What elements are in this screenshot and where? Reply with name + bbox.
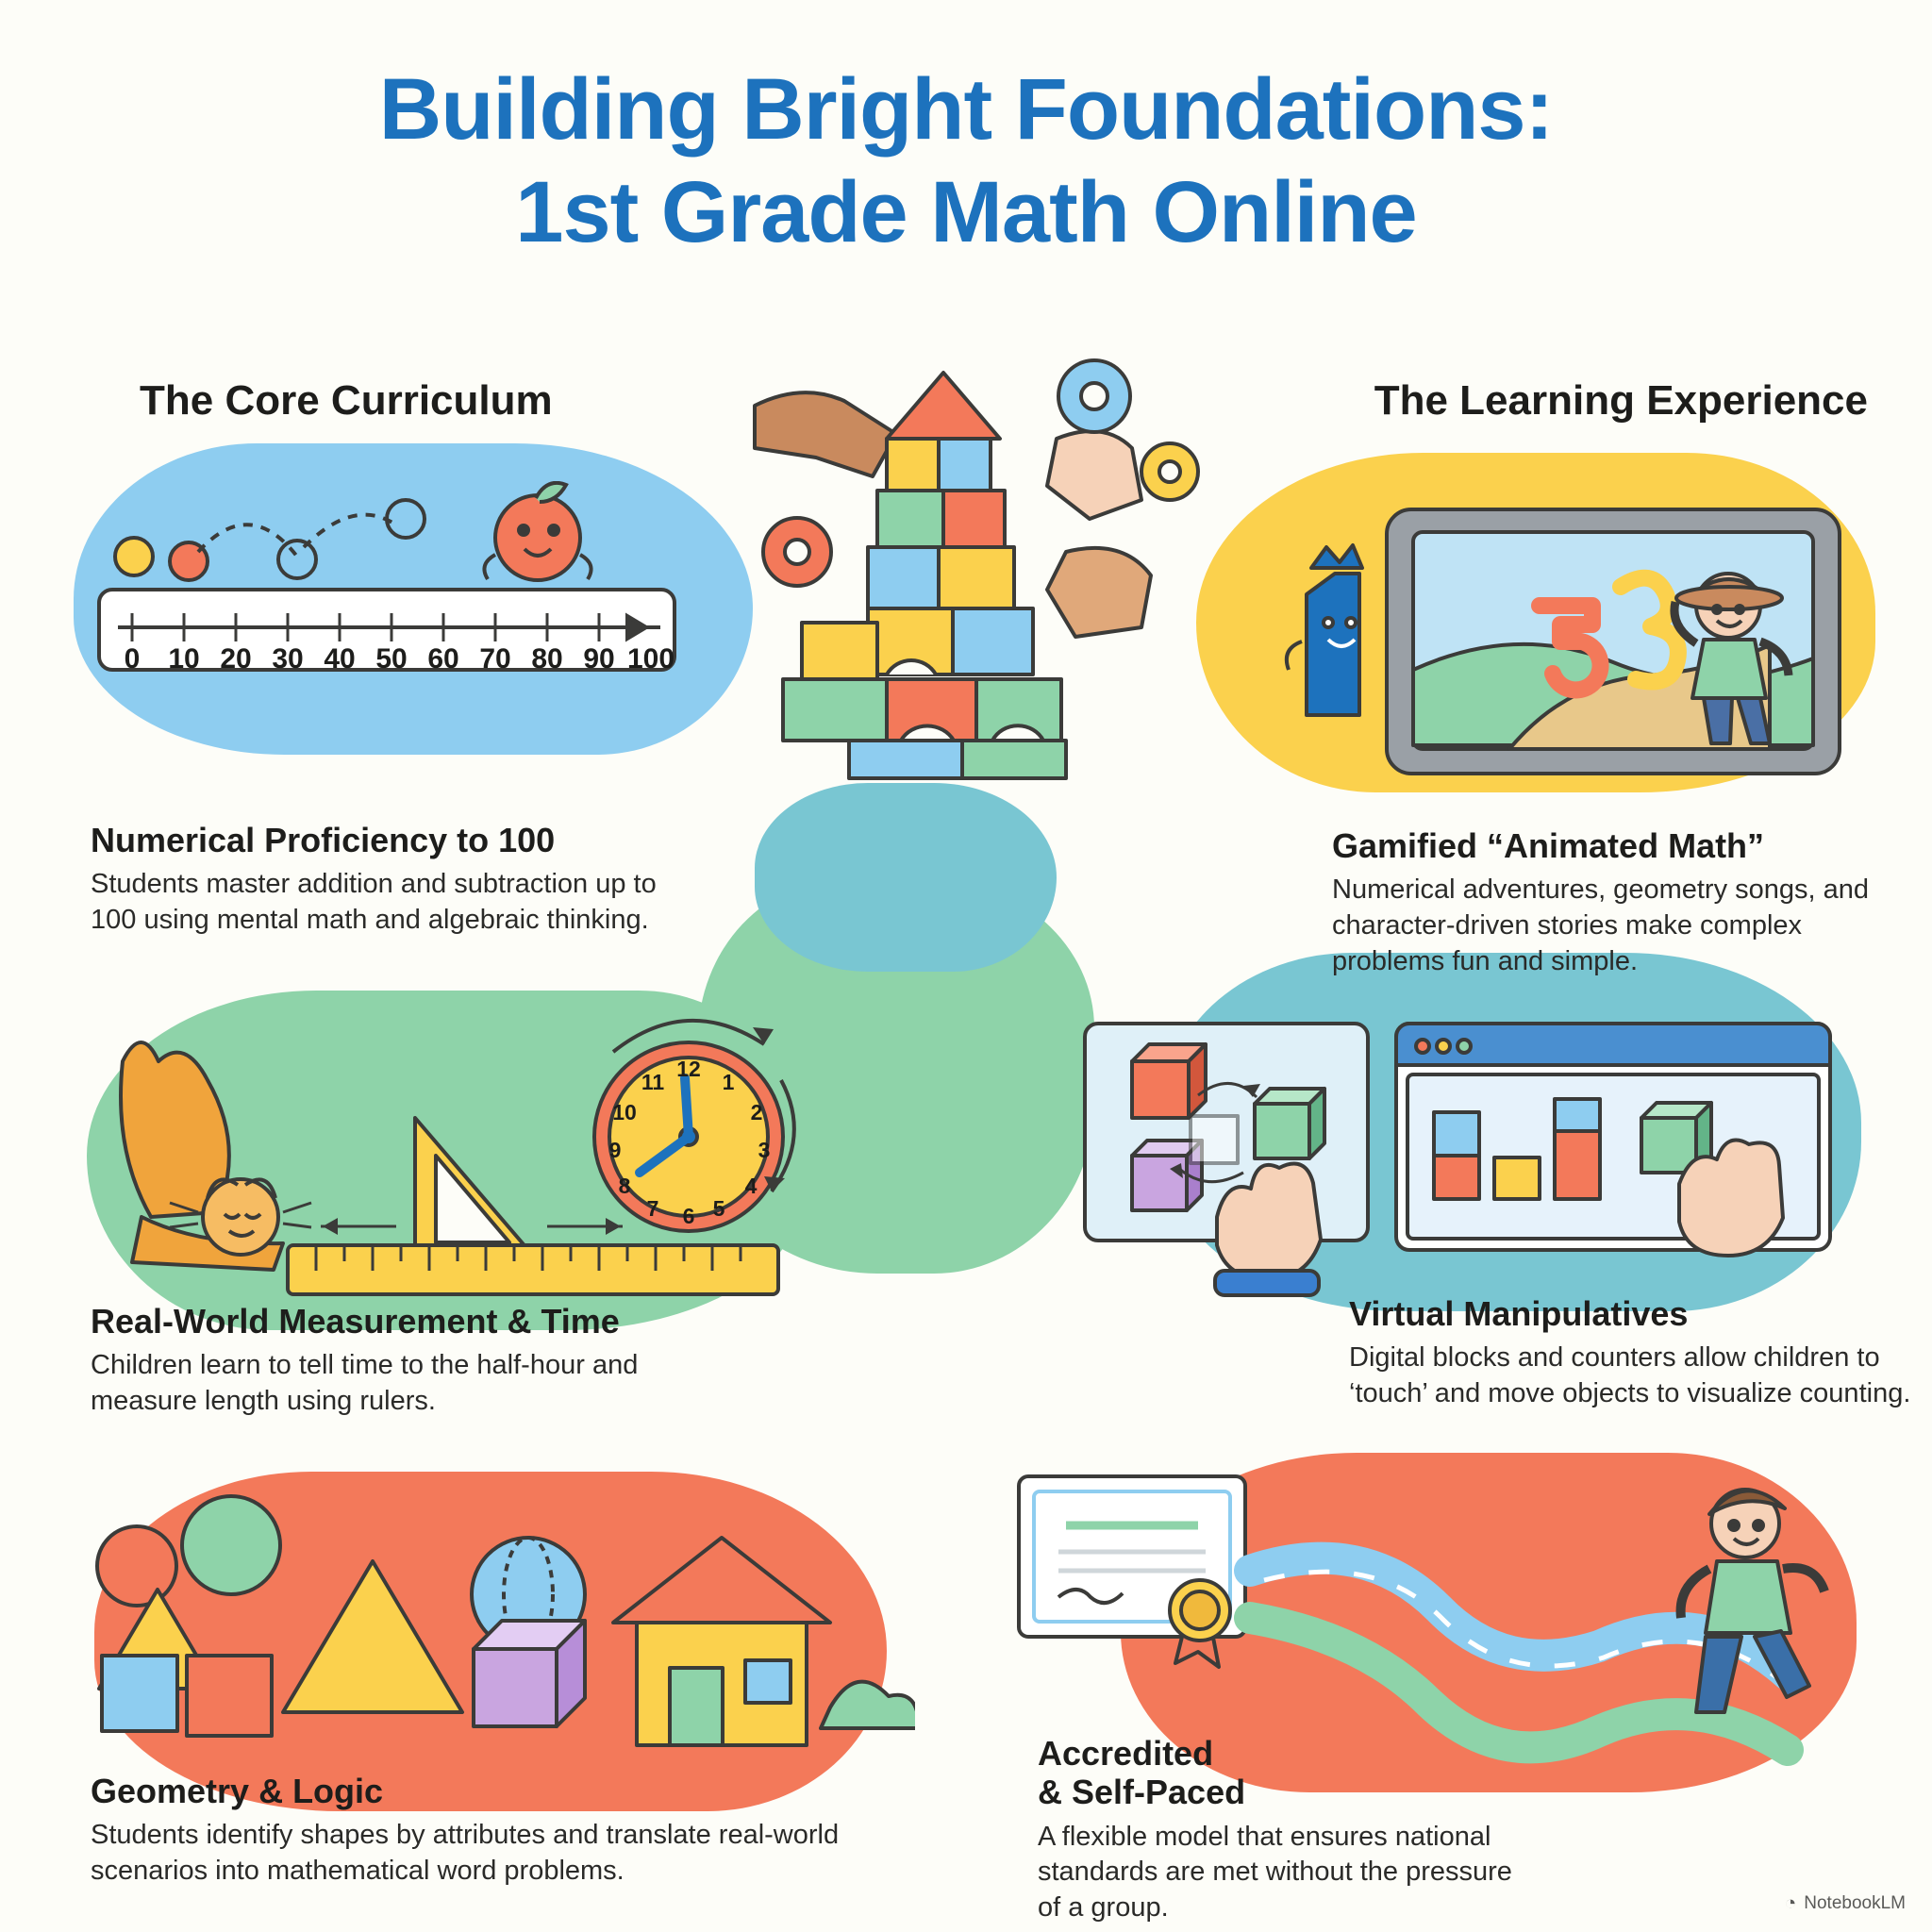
shapes-house-icon — [85, 1472, 915, 1778]
item-title: Real-World Measurement & Time — [91, 1302, 620, 1341]
svg-text:50: 50 — [375, 643, 408, 675]
svg-text:5: 5 — [712, 1196, 725, 1221]
svg-text:9: 9 — [608, 1138, 622, 1162]
item-numerical-proficiency — [91, 821, 694, 939]
svg-text:20: 20 — [220, 643, 252, 675]
column-heading-core-curriculum: The Core Curriculum — [140, 377, 553, 424]
item-title: Numerical Proficiency to 100 — [91, 821, 556, 859]
svg-text:80: 80 — [531, 643, 563, 675]
item-body: Students identify shapes by attributes and translate real-world scenarios into mathematical word problems. — [91, 1820, 840, 1887]
column-heading-learning-experience: The Learning Experience — [1374, 377, 1868, 424]
svg-text:0: 0 — [124, 643, 141, 675]
item-gamified-animated-math — [1332, 826, 1917, 979]
item-body: Numerical adventures, geometry songs, and character-driven stories make complex problems fun and simple. — [1332, 874, 1870, 976]
item-title: Virtual Manipulatives — [1349, 1294, 1689, 1333]
page-title — [0, 58, 1932, 263]
brand-footer — [1785, 1892, 1906, 1915]
item-title-line-1: Accredited — [1038, 1734, 1214, 1773]
number-line-icon — [94, 481, 717, 722]
svg-text:60: 60 — [427, 643, 459, 675]
item-geometry-logic — [91, 1772, 883, 1890]
svg-text:90: 90 — [583, 643, 615, 675]
svg-text:10: 10 — [168, 643, 200, 675]
svg-text:7: 7 — [646, 1196, 659, 1221]
svg-text:70: 70 — [479, 643, 511, 675]
brand-label: NotebookLM — [1804, 1893, 1906, 1913]
svg-text:3: 3 — [758, 1138, 771, 1162]
item-real-world-measurement — [91, 1302, 694, 1420]
building-blocks-gears-icon — [745, 349, 1236, 825]
tablet-game-icon — [1274, 500, 1858, 788]
item-title-line-2: & Self-Paced — [1038, 1773, 1246, 1812]
item-title: Gamified “Animated Math” — [1332, 826, 1765, 865]
svg-text:100: 100 — [626, 643, 675, 675]
title-line-2: 1st Grade Math Online — [515, 163, 1417, 260]
item-accredited-self-paced — [1038, 1734, 1528, 1926]
svg-text:40: 40 — [324, 643, 356, 675]
item-body: Students master addition and subtraction up to 100 using mental math and algebraic thinking. — [91, 869, 657, 936]
item-body: Children learn to tell time to the half-hour and measure length using rulers. — [91, 1350, 639, 1417]
svg-text:30: 30 — [272, 643, 304, 675]
svg-text:11: 11 — [641, 1070, 665, 1094]
ruler-clock-cat-icon — [104, 1014, 868, 1321]
svg-text:2: 2 — [750, 1100, 763, 1124]
title-line-1: Building Bright Foundations: — [378, 61, 1554, 158]
svg-text:6: 6 — [682, 1204, 695, 1228]
svg-text:10: 10 — [612, 1100, 637, 1124]
svg-text:12: 12 — [676, 1057, 701, 1081]
item-virtual-manipulatives — [1349, 1294, 1915, 1412]
item-body: Digital blocks and counters allow children to ‘touch’ and move objects to visualize counting. — [1349, 1342, 1911, 1409]
svg-text:4: 4 — [744, 1174, 758, 1198]
svg-text:8: 8 — [618, 1174, 631, 1198]
notebooklm-logo-icon: ◔ — [1784, 1892, 1797, 1914]
drag-blocks-icon — [1075, 1014, 1840, 1311]
item-body: A flexible model that ensures national standards are met without the pressure of a group. — [1038, 1821, 1512, 1924]
item-title: Geometry & Logic — [91, 1772, 384, 1810]
svg-text:1: 1 — [722, 1070, 735, 1094]
